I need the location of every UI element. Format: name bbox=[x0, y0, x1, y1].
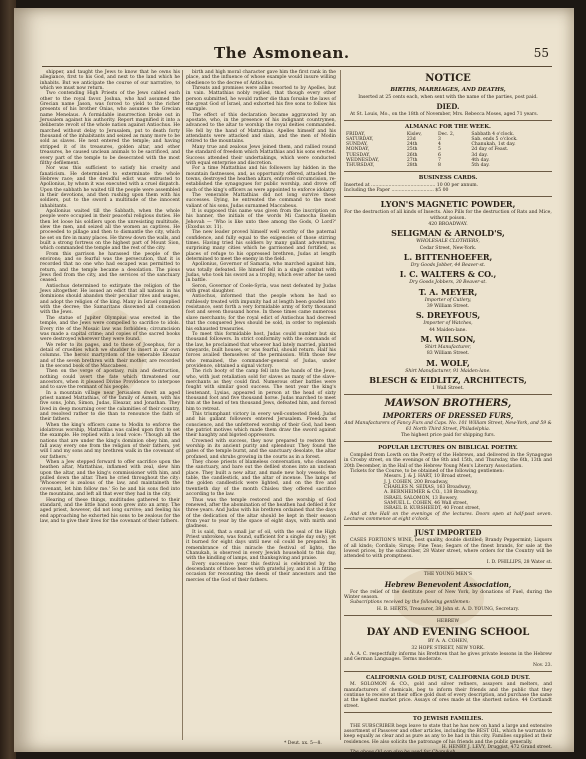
business-card-subtitle: Importer of Watches, bbox=[423, 321, 473, 327]
lecture-ticket-agents bbox=[344, 474, 552, 511]
almanac-table bbox=[344, 132, 552, 168]
business-cards-rate: Inserted at ............................................ 10 00 per annum. bbox=[344, 182, 479, 188]
ticket-agent: ISRAEL B. KURSHEEDT, 40 Front street, bbox=[384, 506, 481, 512]
benevolent-subscriptions: Subscriptions received by the following gentlemen: bbox=[350, 600, 470, 606]
article-paragraph: Hearing of these things, multitudes gathered to their standard, and the little band soon grew into an army. The aged priest, however, did not long survive; and feeling his end approaching he exhorted his sons to be zealous for the law, and to give their lives for the covenant of their fathers. bbox=[40, 497, 180, 524]
article-paragraph: When a Jew stepped forward to offer sacrifice upon the heathen altar, Mattathias, inflamed with zeal, slew him upon the altar, and the king's commissioner with him, and pulled down the altar. Then he cried throughout the city: 'Whosoever is zealous of the law, and maintaineth the covenant, let him follow me.' So he and his sons fled into the mountains, and left all that ever they had in the city. bbox=[40, 460, 180, 498]
article-paragraph: In a mountain village near Jerusalem dwelt an aged priest named Mattathias, of the family of Asmon, with his five sons, John, Simon, Judas, Eleazar, and Jonathan. They lived in deep mourning over the calamities of their country, and resolved rather to die than to renounce the faith of their fathers. bbox=[40, 390, 180, 423]
lectures-tickets: Tickets for the Course, to be obtained of the following gentlemen: bbox=[350, 469, 504, 475]
almanac-row bbox=[344, 163, 552, 168]
ticket-agent: A. BERNHEIMER & CO., 138 Broadway, bbox=[384, 490, 478, 496]
business-card-title: LYON'S MAGNETIC POWDER, bbox=[380, 199, 516, 210]
almanac-cell: 27th bbox=[406, 157, 418, 163]
section-rule bbox=[344, 196, 552, 197]
article-paragraph: For a time Mattathias and his followers lay hidden in the mountain fastnesses, and, as opportunity offered, attacked the towns, destroyed the heathen altars, enforced circumcision, re-established the synagogues for public worship, and drove off such of the king's officers as were appointed to enforce idolatry. bbox=[186, 166, 336, 193]
business-card-title: S. DREYFOUS, bbox=[415, 310, 481, 321]
benevolent-names: H. B. HERTS, Treasurer, 38 John st. A. D. YOUNG, Secretary. bbox=[376, 606, 520, 612]
masthead-title: The Asmonean. bbox=[214, 44, 350, 62]
article-paragraph: Threats and promises were alike resorted to by Apelles, but in vain. Mattathias nobly replied, that though every other person submitted, he would rather die than forsake the laws of the great God of Israel, and exhorted his five sons to follow his example. bbox=[186, 86, 336, 113]
article-paragraph: From this garrison he harassed the people of the environs; and so fearful was the persecution, that it is recorded that no one who had escaped was permitted to return, and the temple became a desolation. The pious Jews fled from the city, and the services of the sanctuary ceased. bbox=[40, 251, 180, 284]
almanac-cell: 26th bbox=[406, 152, 418, 158]
almanac-cell: 3 bbox=[438, 136, 441, 142]
article-paragraph: Many true and zealous Jews joined them, and rallied round the standard of freedom which Mattathias and his sons erected. Success attended their undertakings, which were conducted with equal enterprise and discretion. bbox=[186, 144, 336, 166]
almanac-cell: SUNDAY, bbox=[346, 142, 368, 148]
almanac-cell: Sabbath 4 o'clock. bbox=[471, 131, 515, 137]
section-rule bbox=[344, 120, 552, 121]
article-paragraph: The statue of Jupiter Olympius was erected in the temple, and the Jews were compelled to sacrifice to idols. Every rite of the Mosaic law was forbidden; circumcision was made a capital crime; and copies of the sacred books were destroyed wherever they were found. bbox=[40, 315, 180, 343]
business-card-subtitle: Shirt Manufacturer, bbox=[424, 345, 472, 351]
almanac-cell: 23d bbox=[406, 136, 416, 142]
school-date: Nov. 23. bbox=[532, 662, 552, 668]
article-paragraph: To meet this formidable host, Judas could number but six thousand followers. In strict conformity with the commands of the law, he proclaimed that whoever had lately married, planted vineyards, built houses, or was fearful, should return. Half his forces availed themselves of the permission. With those few who remained, the commander-general of Judas, under providence, obtained a signal victory. bbox=[186, 331, 337, 369]
article-paragraph: Then on the verge of apostasy, ruin and destruction, nothing could avert the fate which threatened our ancestors, when it pleased Divine Providence to interpose and to save the remnant of his people. bbox=[40, 369, 180, 391]
business-card-body: For the destruction of all kinds of Insects. Also Pills for the destruction of Rats and Mice, without poison. bbox=[344, 210, 552, 221]
column-divider bbox=[340, 70, 341, 740]
article-column-left bbox=[40, 70, 180, 742]
almanac-cell: FRIDAY, bbox=[346, 131, 366, 137]
newspaper-page bbox=[14, 8, 574, 756]
article-paragraph: The effect of this declaration became aggravated by an apostate, who, in the presence of his indignant countrymen, advanced to the altar to worship the royal deities commanded. He fell by the hand of Mattathias. Apelles himself and his attendants were attacked and slain, and the men of Modin retired to the mountains. bbox=[186, 112, 336, 145]
ticket-agent: CHARLES N. SEIXAS, 163 Broadway, bbox=[384, 485, 471, 491]
ticket-agent: SAMUEL L. COHEN, 46 Wall street, bbox=[384, 501, 469, 507]
israelites-signature: H. HENRY J. LEVY, Druggist, 472 Grand street. bbox=[441, 745, 552, 751]
section-rule bbox=[344, 568, 552, 569]
imported-text: CASES FORTION'S WINE, best quality, double distilled; Brandy Peppermint; Liquors of all kinds; Cordials; Sirups; Fine Teas; Segars of the finest brands, for sale at the lowest prices, by the subscriber, 28 Water street, where orders for the Country will be attended to with promptness. bbox=[344, 538, 552, 560]
almanac-cell: 2d day of Feast. bbox=[471, 147, 509, 153]
almanac-cell: 5 bbox=[438, 147, 441, 153]
business-card-title: SELIGMAN & ARNOLD'S, bbox=[391, 228, 505, 239]
almanac-cell: 8 bbox=[438, 162, 441, 168]
almanac-cell: 7 bbox=[438, 157, 441, 163]
almanac-cell: Chanukah, 1st day. bbox=[471, 142, 516, 148]
article-paragraph: shipper, and taught the Jews to know that he owns his allegiance, first to his God, and next to the land which he inhabits. But we anticipate the course of our narrative, to which we must now return. bbox=[40, 70, 180, 92]
business-card-subtitle: Dry Goods Jobber, 44 Beaver-st. bbox=[410, 263, 486, 269]
lectures-text: Compiled from Lowth on the Poetry of the Hebrews, and delivered in the Synagogue in Crosby street, on the evenings of the 8th and 15th, and Thursday, the 6th, 13th and 20th December, in the Hall of the Hebrew Young Men's Literary Association. bbox=[344, 452, 552, 469]
section-rule bbox=[344, 171, 552, 172]
notice-subheading: BIRTHS, MARRIAGES, AND DEATHS, bbox=[390, 87, 506, 93]
school-text: A. A. C. respectfully informs his Brethren that he gives private lessons in the Hebrew and German Languages. Terms moderate. bbox=[344, 651, 552, 663]
footnote: * Deut. xx. 5—8. bbox=[284, 741, 322, 746]
article-paragraph: Seron, Governor of Coele-Syria, was next defeated by Judas with great slaughter. bbox=[186, 283, 336, 295]
article-paragraph: The new leader proved himself well worthy of the paternal confidence, and fully equal to the exigencies of those stirring times. Having tried his soldiers by many gallant adventures, surprising many cities which he garrisoned and fortified, as places of refuge to his oppressed brethren, Judas at length determined to meet the enemy in the field. bbox=[186, 230, 336, 263]
business-card-title: M. WOLF, bbox=[426, 357, 470, 368]
article-paragraph: Crowned with success, they now prepared to restore that worship in its ancient purity and splendour. They found the gates of the temple burnt, and the sanctuary desolate, the altar profaned, and shrubs growing in the courts as in a forest. bbox=[186, 438, 336, 460]
school-by: BY A. A. COHEN, bbox=[427, 639, 469, 645]
article-paragraph: It is supposed this name was given from the inscription on his banner, the initials of the words Mi Camocha Baelim Jehovah — 'Who is like unto thee among the Gods, O Lord?' (Exodus xv. 11). bbox=[186, 208, 336, 230]
article-column-middle bbox=[186, 70, 336, 742]
almanac-cell: WEDNESDAY, bbox=[346, 157, 379, 163]
imported-signature: I. D. PHILLIPS, 28 Water st. bbox=[486, 559, 552, 565]
article-paragraph: Apollonius waited till the Sabbath, when the whole people were occupied in their peaceful religious duties. He then let loose his soldiers upon the unresisting multitude, slew the men, and seized all the women as captives. He proceeded to pillage and then to dismantle the city, which he set on fire in many places. He threw down the walls, and built a strong fortress on the highest part of Mount Sion, which commanded the temple and the rest of the city. bbox=[40, 208, 180, 252]
article-paragraph: The rich booty of the camp fell into the hands of the Jews, who, with just retaliation sold for slaves as many of the slave-merchants as they could find. Numerous other battles were fought with similar good success. The next year the king's lieutenant, Lysias, appeared in person at the head of sixty thousand foot and five thousand horse. Judas marched to meet him at the head of ten thousand Jews, defeated him, and forced him to retreat. bbox=[186, 369, 336, 412]
section-rule bbox=[344, 615, 552, 616]
almanac-cell: THURSDAY, bbox=[346, 162, 375, 168]
article-paragraph: It is said, that a small jar of oil, with the seal of the High Priest unbroken, was found, sufficient for a single day only; yet it burned for eight days until new oil could be prepared. In remembrance of this miracle the festival of lights, the Chanukah, is observed in every Jewish household to this day, with the kindling of lamps, and thanksgiving and praise. bbox=[186, 529, 336, 562]
benevolent-text: For the relief of the destitute poor of New York, by donations of Fuel, during the Winter season. bbox=[344, 589, 552, 600]
benevolent-intro: THE YOUNG MEN'S bbox=[423, 572, 473, 578]
ticket-agent: J. J. COHEN, 200 Broadway, bbox=[384, 479, 449, 485]
israelites-note: The above Oil can also be used for Chanukah. bbox=[350, 750, 457, 756]
business-card-address: 83 William Street. bbox=[426, 351, 470, 357]
business-card-address: Cedar Street, New-York. bbox=[419, 245, 477, 251]
article-paragraph: When the king's officers came to Modin to enforce the idolatrous worship, Mattathias was called upon first to set the example. He replied with a loud voice: 'Though all the nations that are under the king's dominion obey him, and fall away every one from the religion of their fathers, yet will I and my sons and my brethren walk in the covenant of our fathers.' bbox=[40, 422, 180, 460]
article-paragraph: Antiochus, informed that the people whom he had so ruthlessly treated with impunity had at length been goaded into resistance, sent forth a very formidable army of forty thousand foot and seven thousand horse. In these times came numerous slave merchants; for the royal edict of Antiochus had decreed that the conquered Jews should be sold, in order to replenish his exhausted treasuries. bbox=[186, 294, 336, 332]
died-text: At St. Louis, Mo., on the 18th of November, Mrs. Rebecca Moses, aged 71 years. bbox=[350, 111, 539, 117]
business-card-title: I. C. WALTERS & CO., bbox=[399, 269, 497, 280]
almanac-cell: Kislev, bbox=[406, 131, 422, 137]
business-card-title: T. A. MEYER, bbox=[418, 286, 478, 297]
section-rule bbox=[344, 441, 552, 442]
business-card-subtitle: Shirt Manufacturer, 91 Maiden-lane. bbox=[405, 368, 491, 374]
business-card-title: M. WILSON, bbox=[420, 334, 476, 345]
almanac-cell: 4 bbox=[438, 142, 441, 148]
almanac-cell: SATURDAY, bbox=[346, 136, 374, 142]
article-paragraph: Antiochus determined to extirpate the religion of the Jews altogether. He issued an edict that all nations in his dominions should abandon their peculiar rites and usages, and adopt the religion of the king. Many in Israel complied with the decree; the Samaritans disowned all connexion with the Jews. bbox=[40, 283, 180, 316]
almanac-heading: ALMANAC FOR THE WEEK. bbox=[405, 124, 491, 131]
article-paragraph: They chose priests of blameless conversation, who cleansed the sanctuary, and bare out the defiled stones into an unclean place. They built a new altar, and made new holy vessels; the table, the candlestick, and the altar of incense. The lamps of the golden candlestick were lighted, and on the five and twentieth day of the month Chisleu they offered sacrifice according to the law. bbox=[186, 460, 336, 498]
business-card-subtitle: Importer of Cutlery, bbox=[424, 297, 472, 303]
section-rule bbox=[344, 712, 552, 713]
page-number: 55 bbox=[533, 46, 549, 60]
almanac-cell: 25th bbox=[406, 147, 418, 153]
mawson-subtitle: IMPORTERS OF DRESSED FURS, bbox=[382, 411, 514, 421]
masthead bbox=[44, 44, 549, 66]
ticket-agent: ISRAEL SALOMON, 13 Bowery, bbox=[384, 495, 458, 501]
mawson-text: And Manufacturers of Fancy Furs and Caps. No. 101 William Street, New-York, and 59 & 61 North Third Street, Philadelphia. bbox=[344, 421, 552, 432]
israelites-heading: TO JEWISH FAMILIES. bbox=[412, 716, 484, 723]
business-card-address: 39 William Street. bbox=[426, 304, 470, 310]
benevolent-title: Hebrew Benevolent Association, bbox=[384, 579, 512, 589]
almanac-cell: 3d day. bbox=[471, 152, 488, 158]
mawson-note: The highest price paid for shipping furs. bbox=[400, 433, 496, 439]
article-paragraph: Two contending High Priests of the Jews cabled each other to the royal favor. Joshua, who had assumed the Grecian name Jason, was forced to yield to the richer presents of his brother Onias, who assumes the Grecian name Menelaus. A formidable insurrection broke out in Jerusalem against his authority. Report magnified it into a deliberate revolt of the whole nation against Antiochus. He marched without delay to Jerusalem, put to death forty thousand of the inhabitants and seized as many more to be sold as slaves. He next entered the temple; and having stripped it of its treasures, golden altar, and other treasures, he caused unclean animals to be sacrificed, and every part of the temple to be desecrated with the most filthy defilement. bbox=[40, 91, 180, 166]
california-text: M. SOLOMON & CO., gold and silver refiners, assayers and melters, and manufacturers of chemicals, beg to inform their friends and the public that they continue to receive at their office gold dust of every description, and purchase the same at the highest market price. Assays of ores made at the shortest notice. 44 Cortlandt street. bbox=[344, 682, 552, 709]
mawson-title: MAWSON BROTHERS, bbox=[384, 398, 512, 410]
lectures-footer: And at the Hall on the evenings of the lectures. Doors open at half-past seven. Lectures commence at eight o'clock. bbox=[344, 511, 552, 523]
article-paragraph: birth and high moral character gave him the first rank in the place, and the influence of whose example would insure willing obedience to the decree of Antiochus. bbox=[186, 70, 336, 86]
california-title: CALIFORNIA GOLD DUST, CALIFORNIA GOLD DUST. bbox=[365, 674, 531, 681]
article-paragraph: Every successive year this festival is celebrated by the descendants of those heroes with grateful joy, and it is a fitting occasion for recounting the deeds of their ancestors and the mercies of the God of their fathers. bbox=[186, 561, 336, 583]
business-cards-heading: BUSINESS CARDS. bbox=[418, 175, 478, 182]
business-card-title: L. BITTENHOEFER, bbox=[403, 252, 493, 263]
school-title: DAY AND EVENING SCHOOL bbox=[366, 627, 530, 639]
article-paragraph: The venerable Mattathias did not long survive these successes. Dying, he entreated the command to the most valiant of his sons, Judas surnamed Maccabeus. bbox=[186, 192, 336, 209]
business-card-address: 44 Maiden-lane. bbox=[429, 327, 467, 333]
school-intro: HEBREW bbox=[436, 618, 460, 624]
notice-heading: NOTICE bbox=[425, 73, 471, 84]
article-paragraph: Nor was this sufficient to satisfy his cruelty and fanaticism. He determined to exterminate the whole Hebrew race; and the dreadful edict was entrusted to Apollonius, by whom it was executed with a cruel dispatch. Upon the sabbath he waited till the people were assembled in their devotions, and then rushing upon them with his soldiers, put to the sword a multitude of the innocent inhabitants. bbox=[40, 166, 180, 209]
school-address: 32 HOPE STREET, NEW YORK. bbox=[411, 645, 485, 651]
almanac-cell: 24th bbox=[406, 142, 418, 148]
almanac-cell: MONDAY, bbox=[346, 147, 370, 153]
business-card-subtitle: Dry Goods Jobbers, 30 Beaver-st. bbox=[409, 280, 487, 286]
business-card-subtitle: WHOLESALE CLOTHIERS, bbox=[416, 239, 480, 245]
died-heading: DIED. bbox=[436, 101, 460, 111]
advertisement-column bbox=[344, 70, 552, 756]
article-paragraph: Thus was the temple restored and the worship of God renewed, after the abomination of the heathen had defiled it for three years. And Judas with his brethren ordained that the days of the dedication of the altar should be kept in their season from year to year by the space of eight days, with mirth and gladness. bbox=[186, 497, 336, 530]
almanac-cell: TUESDAY, bbox=[346, 152, 371, 158]
lectures-heading: POPULAR LECTURES ON BIBLICAL POETRY. bbox=[378, 445, 518, 452]
israelites-text: THE SUBSCRIBER begs leave to state that he has now on hand a large and extensive assortment of Passover and other articles, including the BEST OIL, which he warrants to keep equally as clear and as pure as any to be had in this city. Families supplied at their residences. He also solicits the patronage of his friends and the public generally. bbox=[344, 723, 552, 745]
section-rule bbox=[344, 525, 552, 526]
almanac-cell: Sab. ends 5 o'clock. bbox=[471, 136, 518, 142]
notice-text: Inserted at 25 cents each, when sent with the name of the parties, post paid. bbox=[358, 94, 538, 100]
almanac-cell: 28th bbox=[406, 162, 418, 168]
almanac-cell: 5th day. bbox=[471, 162, 490, 168]
business-cards-list bbox=[344, 200, 552, 391]
business-card-title: BLESCH & EIDLITZ, ARCHITECTS, bbox=[369, 375, 527, 386]
business-cards-rate: Including the Paper ............................. $5 00 bbox=[344, 187, 449, 193]
article-paragraph: This triumphant victory in every well-contested field, Judas and his gallant followers entered Jerusalem. Freedom of conscience, and the unfettered worship of their God, had been the patriot motives which made them draw the sword against their haughty and bigoted oppressors. bbox=[186, 412, 336, 439]
imported-heading: JUST IMPORTED bbox=[414, 528, 482, 538]
article-paragraph: We refer to its pages, and to those of Josephus, for a detail of cruelties which we shudder to insert in our own columns. The heroic martyrdom of the venerable Eleazar and of the seven brethren with their mother, are recorded in the second book of the Maccabees. bbox=[40, 342, 180, 369]
business-card-address: 1 Wall Street. bbox=[432, 386, 464, 392]
masthead-rule bbox=[42, 66, 552, 67]
business-card-address: 420 BROADWAY. bbox=[428, 221, 468, 227]
almanac-cell: 6 bbox=[438, 152, 441, 158]
ticket-agent: Messrs. J. & J. HART, 10 Broad street, bbox=[384, 474, 472, 480]
section-rule bbox=[344, 394, 552, 395]
column-divider bbox=[182, 70, 183, 740]
section-rule bbox=[344, 671, 552, 672]
almanac-cell: 4th day. bbox=[471, 157, 490, 163]
almanac-cell: Dec. 2, bbox=[438, 131, 455, 137]
article-paragraph: Apollonius, Governor of Samaria, who marched against him, was totally defeated. He himself fell in a single combat with Judas, who took his sword as a trophy, which ever after he used in battle. bbox=[186, 262, 336, 284]
